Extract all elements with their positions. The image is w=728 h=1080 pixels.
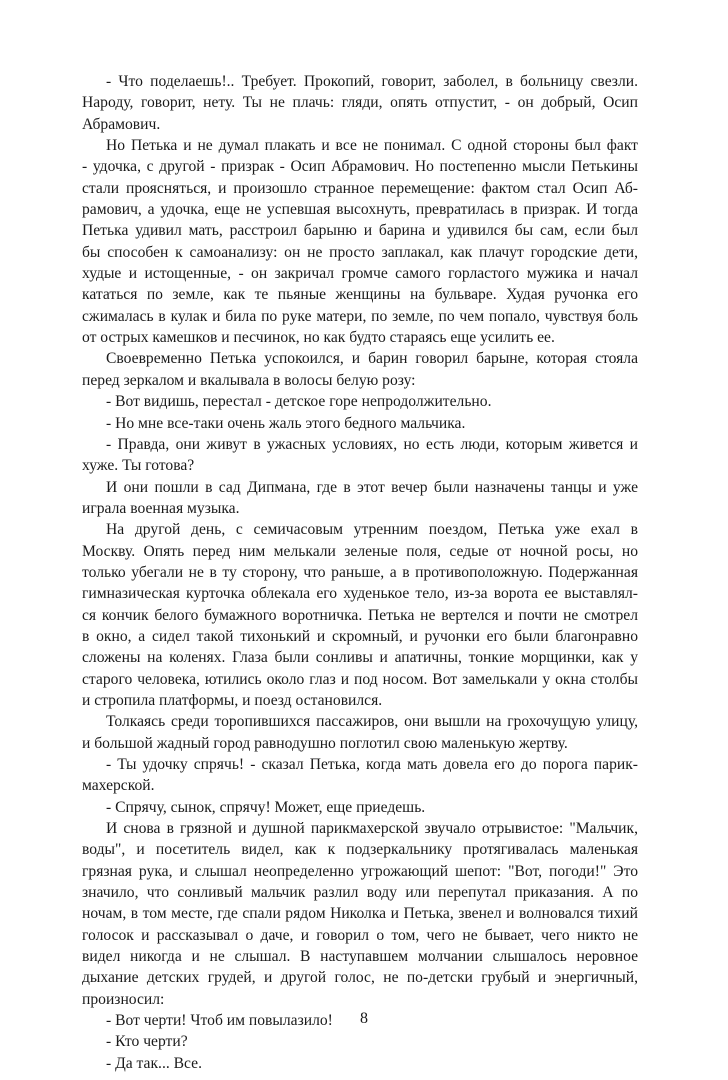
text-line: - Вот черти! Чтоб им повылазило! xyxy=(106,1012,333,1030)
text-line: сжималась в кулак и била по руке матери, по земле, по чем попало, чувствуя боль xyxy=(82,307,638,325)
text-line: и стропила платформы, и поезд остановился. xyxy=(82,691,383,709)
text-line: Петька удивил мать, расстроил барыню и барина и удивился бы сам, если был xyxy=(82,222,638,240)
text-line: кататься по земле, как те пьяные женщины на бульваре. Худая ручонка его xyxy=(82,286,638,304)
text-line: - Что поделаешь!.. Требует. Прокопий, говорит, заболел, в больницу свезли. xyxy=(106,73,638,90)
text-line: видел никогда и не слышал. В наступавшем молчании слышалось неровное xyxy=(82,948,638,966)
text-line: И они пошли в сад Дипмана, где в этот вечер были назначены танцы и уже xyxy=(106,478,638,496)
text-line: Толкаясь среди торопившихся пассажиров, они вышли на грохочущую улицу, xyxy=(106,713,638,731)
text-line: и большой жадный город равнодушно поглотил свою маленькую жертву. xyxy=(82,734,568,752)
text-line: Своевременно Петька успокоился, и барин говорил барыне, которая стояла xyxy=(106,350,638,368)
text-line: хуже. Ты готова? xyxy=(82,457,195,475)
text-line: - Кто черти? xyxy=(106,1033,188,1051)
text-line: воды", и посетитель видел, как к подзеркальнику протягивалась маленькая xyxy=(82,841,638,859)
text-line: гимназическая курточка облекала его худенькое тело, из-за ворота ее выставлял- xyxy=(82,585,638,603)
text-line: - удочка, с другой - призрак - Осип Абрамович. Но постепенно мысли Петькины xyxy=(82,158,638,176)
text-line: - Да так... Все. xyxy=(106,1054,202,1072)
text-line: только убегали не в ту сторону, что раньше, а в противоположную. Подержанная xyxy=(82,563,638,581)
text-line: в окно, а сидел такой тихонький и скромный, и ручонки его были благонравно xyxy=(82,627,638,645)
text-line: - Правда, они живут в ужасных условиях, но есть люди, которым живется и xyxy=(106,435,638,453)
text-line: от острых камешков и песчинок, но как будто стараясь еще усилить ее. xyxy=(82,329,555,347)
text-line: сложены на коленях. Глаза были сонливы и апатичны, тонкие морщинки, как у xyxy=(82,649,638,667)
page-number: 8 xyxy=(360,1010,368,1027)
text-line: голосок и рассказывал о даче, и говорил о том, чего не бывает, чего никто не xyxy=(82,926,638,944)
text-line: рамович, а удочка, еще не успевшая высохнуть, превратилась в призрак. И тогда xyxy=(82,201,638,219)
text-line: дыхание детских грудей, и другой голос, не по-детски грубый и энергичный, xyxy=(82,969,638,987)
text-line: бы способен к самоанализу: он не просто заплакал, как плачут городские дети, xyxy=(82,243,638,261)
text-line: старого человека, ютились около глаз и под носом. Вот замелькали у окна столбы xyxy=(82,670,638,688)
text-line: ся кончик белого бумажного воротничка. Петька не вертелся и почти не смотрел xyxy=(82,606,638,624)
text-line: На другой день, с семичасовым утренним поездом, Петька уже ехал в xyxy=(106,521,638,539)
text-line: перед зеркалом и вкалывала в волосы белую розу: xyxy=(82,371,416,389)
text-line: И снова в грязной и душной парикмахерской звучало отрывистое: "Мальчик, xyxy=(106,820,638,838)
text-line: махерской. xyxy=(82,777,155,795)
text-line: Народу, говорит, нету. Ты не плачь: гляди, опять отпустит, - он добрый, Осип xyxy=(82,94,638,112)
text-line: - Ты удочку спрячь! - сказал Петька, когда мать довела его до порога парик- xyxy=(106,756,638,773)
text-line: значило, что сонливый мальчик разлил воду или перепутал приказания. А по xyxy=(82,884,638,902)
text-line: играла военная музыка. xyxy=(82,499,240,517)
text-line: Москву. Опять перед ним мелькали зеленые поля, седые от ночной росы, но xyxy=(82,542,638,560)
text-line: стали проясняться, и произошло странное перемещение: фактом стал Осип Аб- xyxy=(82,179,638,197)
text-line: Абрамович. xyxy=(82,115,161,133)
text-line: - Вот видишь, перестал - детское горе непродолжительно. xyxy=(106,393,492,411)
text-line: - Спрячу, сынок, спрячу! Может, еще приедешь. xyxy=(106,798,426,816)
text-line: ночам, в том месте, где спали рядом Николка и Петька, звенел и волновался тихий xyxy=(82,905,638,923)
text-line: произносил: xyxy=(82,990,165,1008)
text-line: худые и истощенные, - он закричал громче самого горластого мужика и начал xyxy=(82,265,638,283)
text-line: Но Петька и не думал плакать и все не понимал. С одной стороны был факт xyxy=(106,137,638,155)
text-line: грязная рука, и слышал неопределенно угрожающий шепот: "Вот, погоди!" Это xyxy=(82,862,638,880)
text-line: - Но мне все-таки очень жаль этого бедного мальчика. xyxy=(106,414,466,432)
page-body xyxy=(82,71,638,1074)
